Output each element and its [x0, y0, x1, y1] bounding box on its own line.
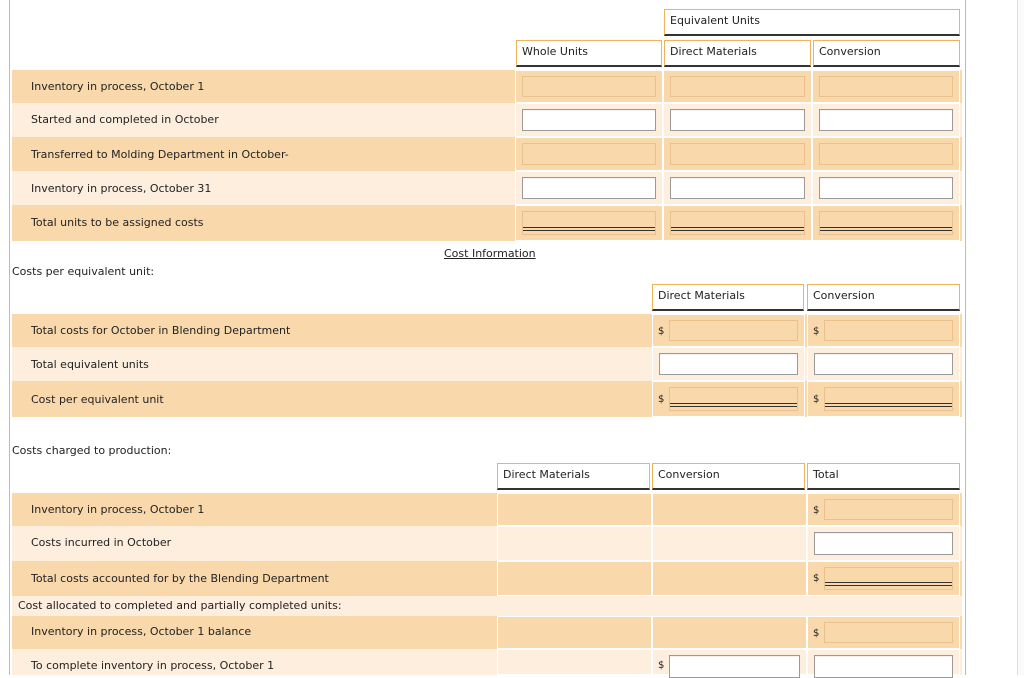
equiv-row-label: Inventory in process, October 1: [31, 80, 205, 93]
empty-cell: [497, 561, 652, 596]
costs-charged-heading: Costs charged to production:: [12, 444, 172, 457]
header-conversion: [813, 40, 960, 67]
currency-symbol: $: [658, 660, 665, 671]
direct-materials-input[interactable]: [670, 177, 805, 199]
header-whole-units: [516, 40, 662, 67]
equivalent-units-label: Equivalent Units: [670, 14, 760, 27]
header-charged-conversion-label: Conversion: [658, 468, 720, 481]
charged-row: [12, 493, 962, 526]
direct-materials-input[interactable]: [670, 76, 805, 97]
header-cost-conversion: [807, 284, 960, 311]
empty-cell: [652, 561, 807, 596]
charged-row-label: Total costs accounted for by the Blending Department: [31, 572, 329, 585]
whole-units-total-input[interactable]: [522, 211, 656, 235]
whole-units-input[interactable]: [522, 177, 656, 199]
cost-total-row: [12, 381, 962, 417]
cost-per-unit-dm-input[interactable]: [669, 387, 798, 411]
direct-materials-total-input[interactable]: [670, 211, 805, 235]
allocation-subheading: Cost allocated to completed and partially completed units:: [18, 599, 342, 612]
header-charged-total: [807, 463, 960, 490]
equiv-units-conversion-input[interactable]: [814, 353, 953, 375]
costs-per-equivalent-unit-heading: Costs per equivalent unit:: [12, 265, 155, 278]
equivalent-units-header: [664, 9, 960, 36]
empty-cell: [497, 649, 652, 675]
header-whole-units-label: Whole Units: [522, 45, 589, 58]
cost-information-link[interactable]: Cost Information: [444, 247, 536, 260]
equiv-units-dm-input[interactable]: [659, 353, 798, 375]
header-cost-direct-materials: [652, 284, 804, 311]
costs-incurred-total-input[interactable]: [814, 532, 953, 555]
currency-symbol: $: [813, 573, 820, 584]
empty-cell: [652, 616, 807, 649]
equiv-row-label: Started and completed in October: [31, 113, 219, 126]
equiv-total-row: [12, 205, 962, 241]
currency-symbol: $: [658, 326, 665, 337]
header-charged-direct-materials-label: Direct Materials: [503, 468, 590, 481]
charged-row-label: To complete inventory in process, October 1: [31, 659, 275, 672]
scrollbar-track[interactable]: [1017, 0, 1024, 675]
equiv-row: [12, 137, 962, 171]
direct-materials-input[interactable]: [670, 143, 805, 165]
charged-row-label: Inventory in process, October 1 balance: [31, 625, 252, 638]
whole-units-input[interactable]: [522, 76, 656, 97]
whole-units-input[interactable]: [522, 143, 656, 165]
header-cost-conversion-label: Conversion: [813, 289, 875, 302]
conversion-input[interactable]: [819, 76, 953, 97]
charged-row: [12, 526, 962, 561]
charged-row: [12, 616, 962, 649]
cost-row: [12, 314, 962, 347]
empty-cell: [497, 616, 652, 649]
conversion-input[interactable]: [819, 109, 953, 131]
equiv-row: [12, 103, 962, 137]
total-costs-accounted-input[interactable]: [824, 567, 953, 590]
header-charged-total-label: Total: [813, 468, 839, 481]
currency-symbol: $: [813, 326, 820, 337]
cost-conversion-input[interactable]: [824, 320, 953, 341]
whole-units-input[interactable]: [522, 109, 656, 131]
currency-symbol: $: [813, 394, 820, 405]
empty-cell: [497, 493, 652, 526]
cost-per-unit-conversion-input[interactable]: [824, 387, 953, 411]
currency-symbol: $: [813, 505, 820, 516]
equiv-row-label: Transferred to Molding Department in October-: [31, 148, 289, 161]
allocation-subheading-row: [12, 596, 962, 616]
empty-cell: [497, 526, 652, 561]
conversion-total-input[interactable]: [819, 211, 953, 235]
charged-row-label: Inventory in process, October 1: [31, 503, 205, 516]
header-conversion-label: Conversion: [819, 45, 881, 58]
charged-row-label: Costs incurred in October: [31, 536, 172, 549]
header-charged-direct-materials: [497, 463, 650, 490]
empty-cell: [652, 493, 807, 526]
header-charged-conversion: [652, 463, 805, 490]
cost-dm-input[interactable]: [669, 320, 798, 341]
cost-row-label: Cost per equivalent unit: [31, 393, 164, 406]
conversion-input[interactable]: [819, 177, 953, 199]
charged-total-input[interactable]: [824, 499, 953, 520]
equiv-row: [12, 171, 962, 205]
cost-row: [12, 347, 962, 381]
empty-cell: [652, 526, 807, 561]
equiv-row: [12, 70, 962, 103]
currency-symbol: $: [813, 628, 820, 639]
cost-row-label: Total costs for October in Blending Department: [31, 324, 291, 337]
conversion-input[interactable]: [819, 143, 953, 165]
direct-materials-input[interactable]: [670, 109, 805, 131]
charged-total-row: [12, 561, 962, 596]
equiv-row-label: Total units to be assigned costs: [31, 216, 204, 229]
header-direct-materials-label: Direct Materials: [670, 45, 757, 58]
charged-row: [12, 649, 962, 675]
currency-symbol: $: [658, 394, 665, 405]
october-balance-total-input[interactable]: [824, 622, 953, 643]
equiv-row-label: Inventory in process, October 31: [31, 182, 212, 195]
header-direct-materials: [664, 40, 811, 67]
cost-row-label: Total equivalent units: [31, 358, 149, 371]
header-cost-direct-materials-label: Direct Materials: [658, 289, 745, 302]
